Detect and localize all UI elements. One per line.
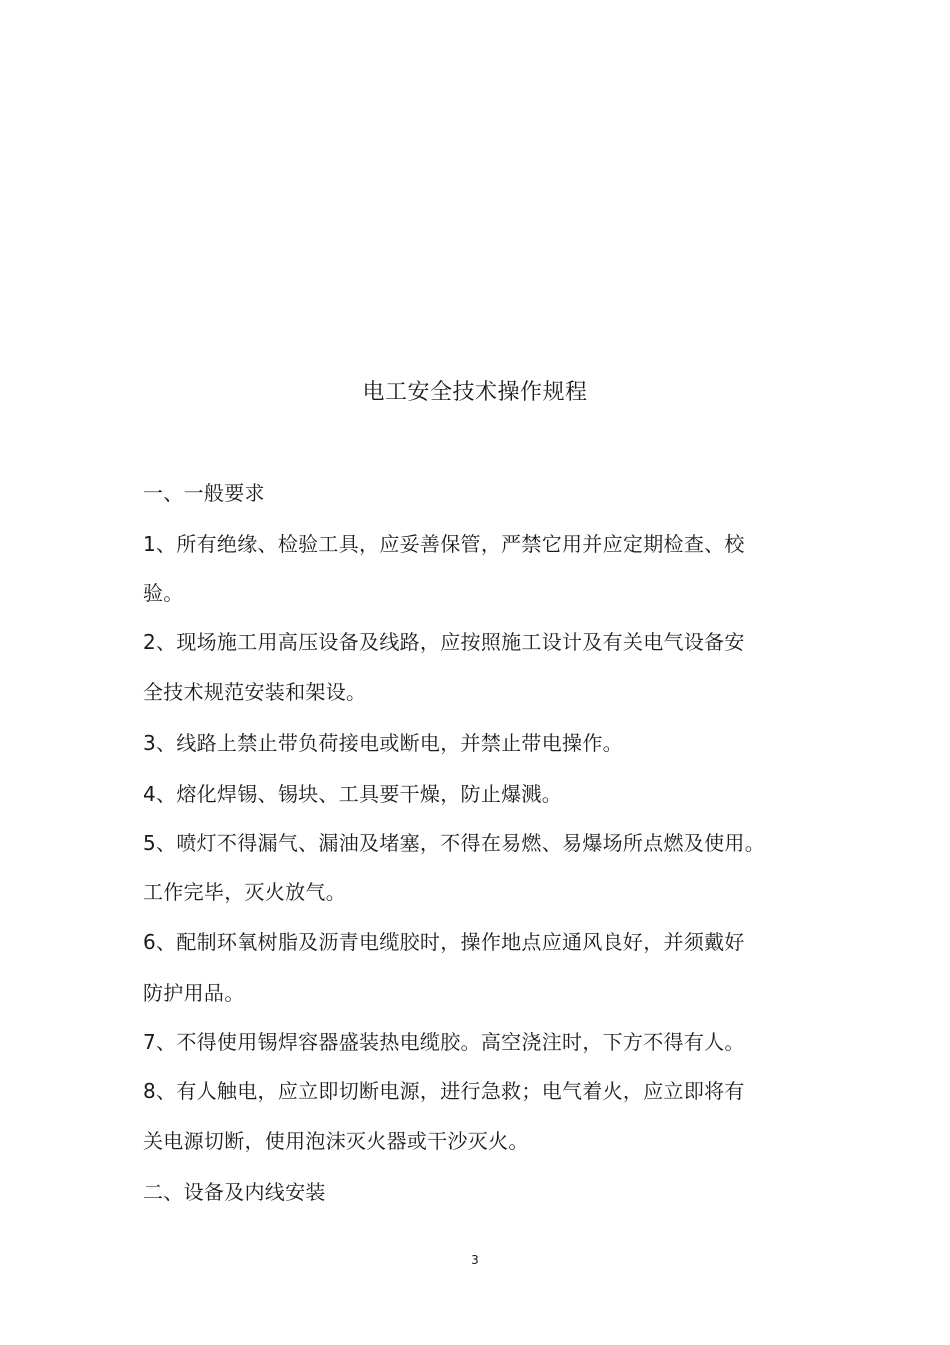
section-heading-general: 一、一般要求 bbox=[143, 481, 265, 505]
page-number: 3 bbox=[471, 1253, 479, 1267]
paragraph-line: 验。 bbox=[143, 581, 184, 605]
paragraph-line: 2、现场施工用高压设备及线路，应按照施工设计及有关电气设备安 bbox=[143, 630, 745, 654]
paragraph-line: 5、喷灯不得漏气、漏油及堵塞，不得在易燃、易爆场所点燃及使用。 bbox=[143, 831, 766, 855]
document-title: 电工安全技术操作规程 bbox=[362, 380, 588, 405]
paragraph-line: 工作完毕，灭火放气。 bbox=[143, 880, 346, 904]
paragraph-line: 3、线路上禁止带负荷接电或断电，并禁止带电操作。 bbox=[143, 731, 623, 755]
paragraph-line: 防护用品。 bbox=[143, 981, 245, 1005]
section-heading-installation: 二、设备及内线安装 bbox=[143, 1180, 326, 1204]
paragraph-line: 全技术规范安装和架设。 bbox=[143, 680, 367, 704]
paragraph-line: 7、不得使用锡焊容器盛装热电缆胶。高空浇注时，下方不得有人。 bbox=[143, 1030, 745, 1054]
paragraph-line: 4、熔化焊锡、锡块、工具要干燥，防止爆溅。 bbox=[143, 782, 563, 806]
paragraph-line: 8、有人触电，应立即切断电源，进行急救；电气着火，应立即将有 bbox=[143, 1079, 745, 1103]
paragraph-line: 6、配制环氧树脂及沥青电缆胶时，操作地点应通风良好，并须戴好 bbox=[143, 930, 745, 954]
paragraph-line: 关电源切断，使用泡沫灭火器或干沙灭火。 bbox=[143, 1129, 529, 1153]
paragraph-line: 1、所有绝缘、检验工具，应妥善保管，严禁它用并应定期检查、校 bbox=[143, 532, 745, 556]
